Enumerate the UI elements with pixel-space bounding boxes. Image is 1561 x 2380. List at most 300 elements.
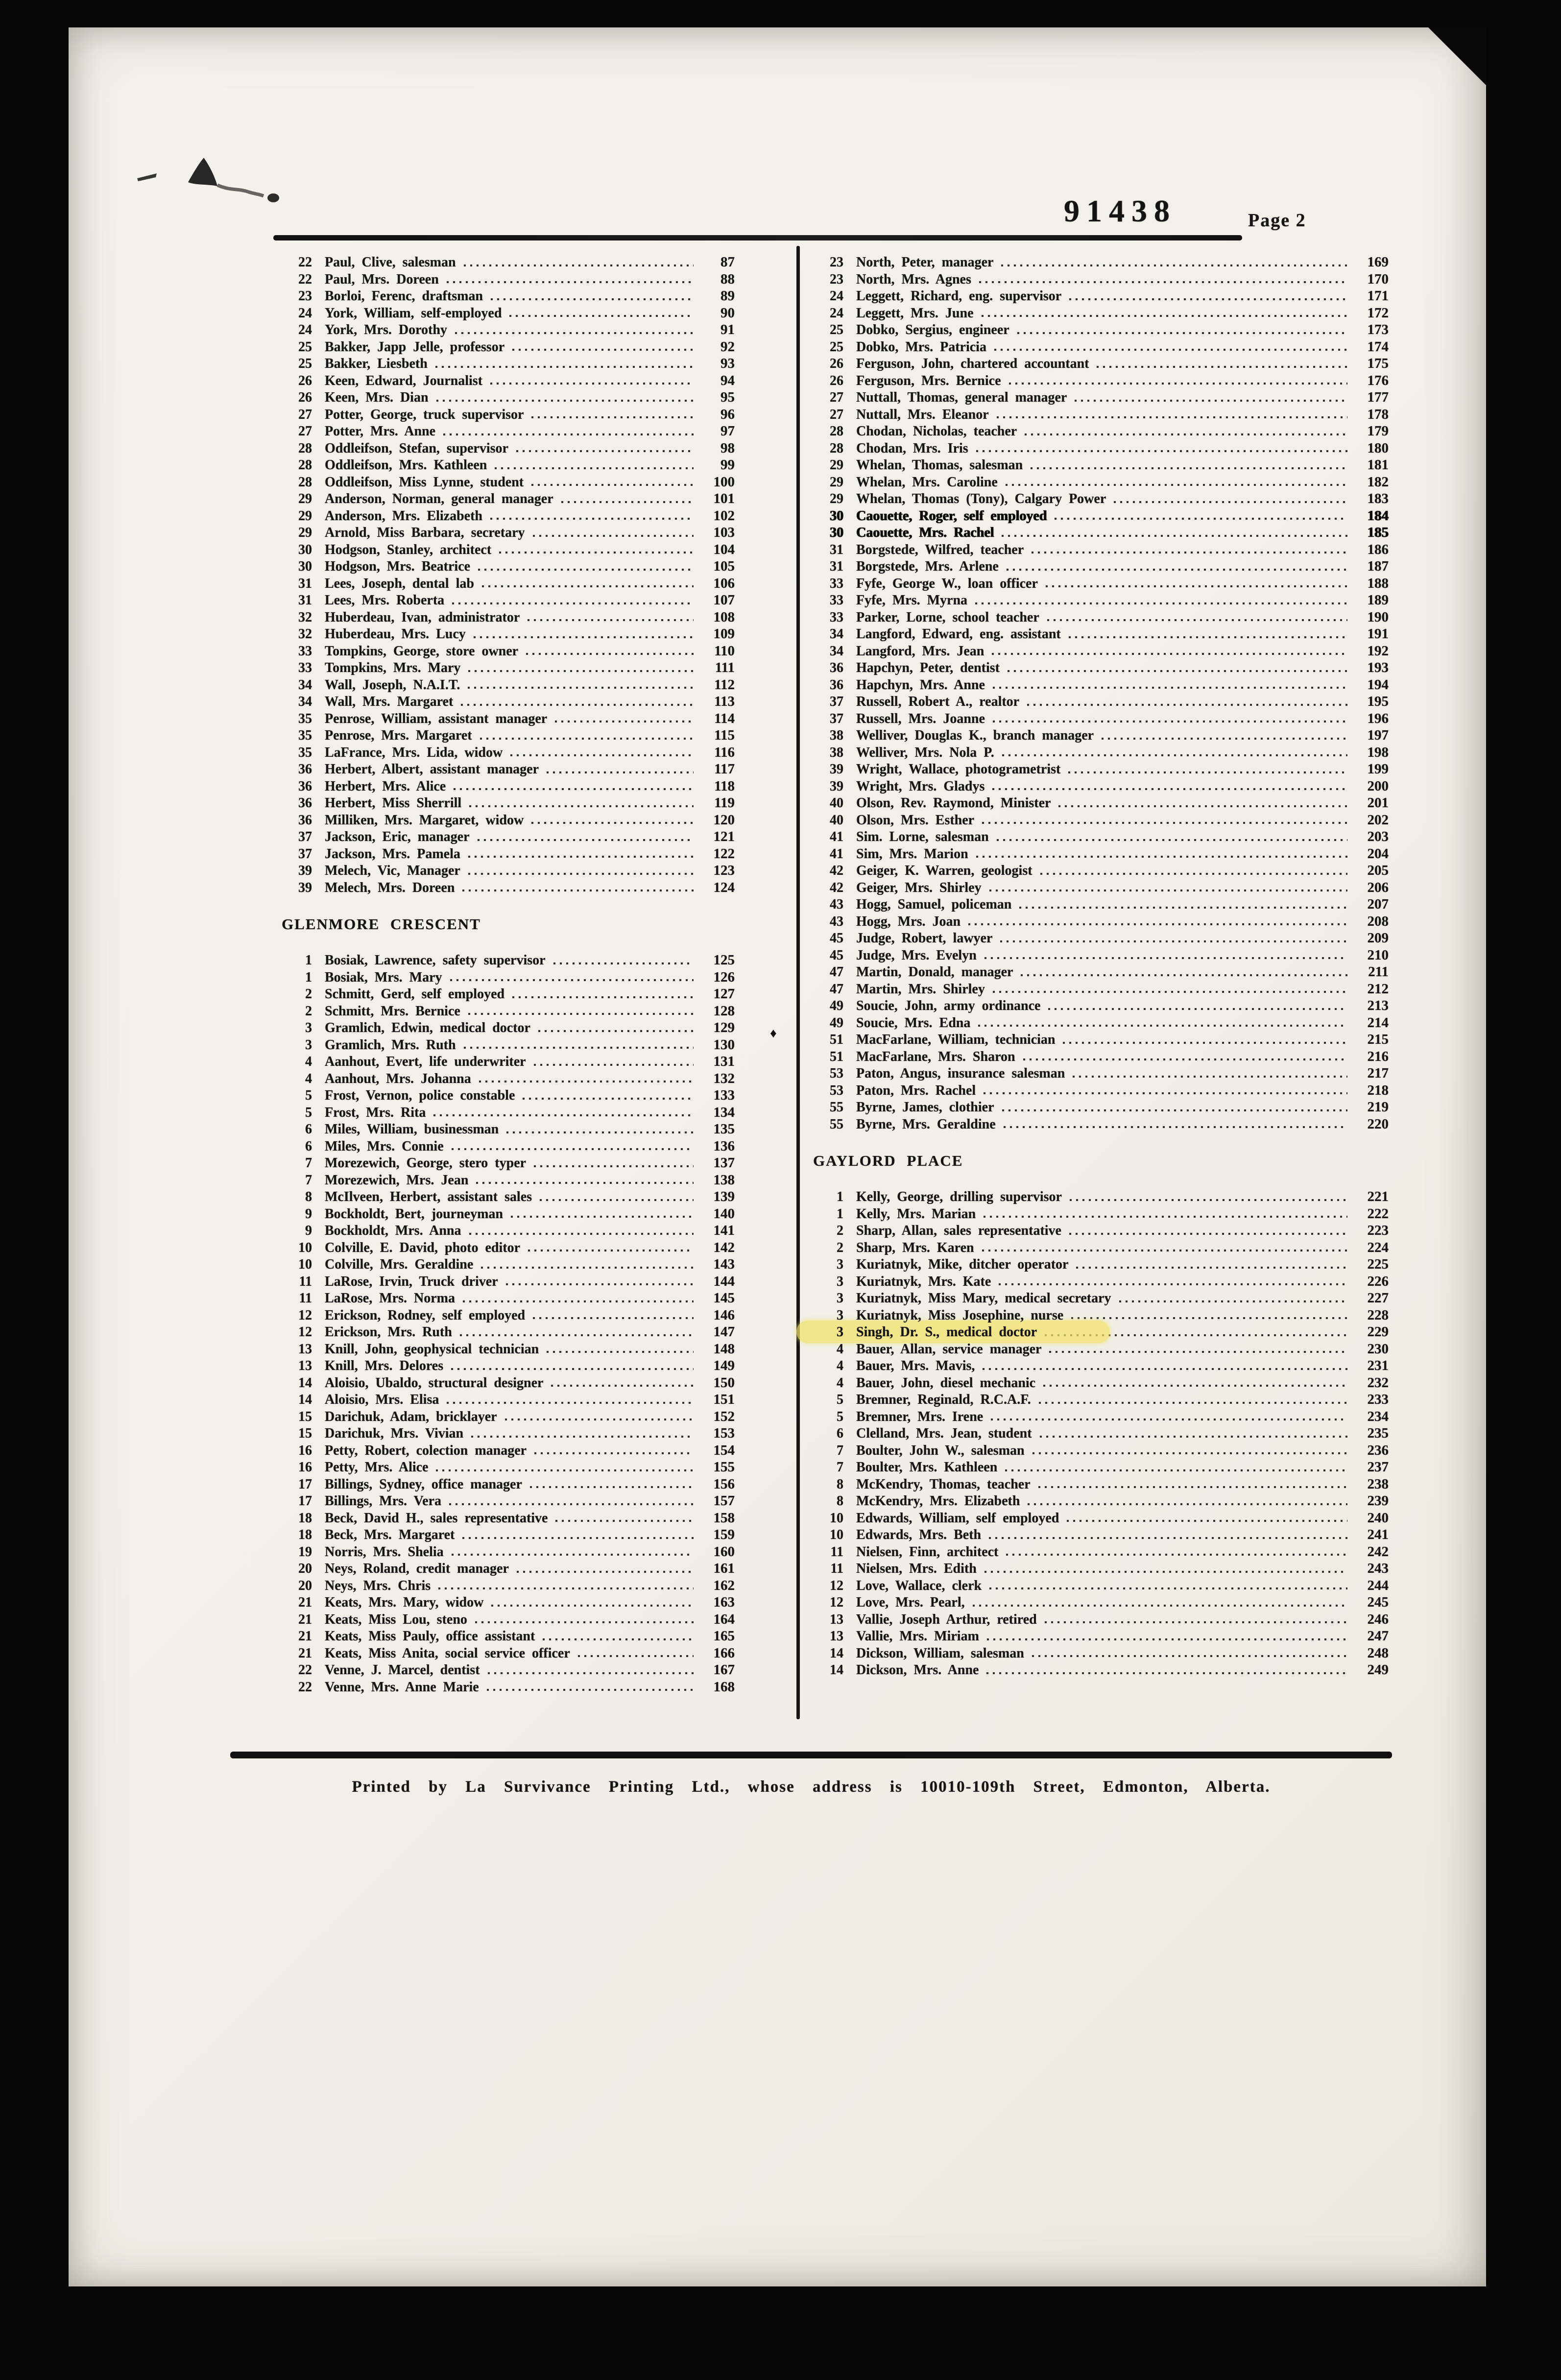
entry-page-number: 209: [1367, 930, 1389, 946]
dot-leader: [1019, 907, 1347, 909]
entry-page-number: 96: [720, 406, 735, 422]
dot-leader: [499, 552, 694, 553]
directory-row: [282, 1543, 735, 1561]
entry-page-number: 116: [714, 744, 735, 760]
entry-name: Kuriatnyk, Mrs. Kate: [856, 1274, 991, 1289]
dot-leader: [495, 467, 694, 469]
dot-leader: [1119, 1300, 1347, 1302]
entry-name: Kuriatnyk, Miss Mary, medical secretary: [856, 1291, 1111, 1306]
entry-page-number: 161: [713, 1561, 735, 1576]
house-number: 7: [837, 1442, 843, 1458]
entry-page-number: 210: [1367, 947, 1389, 963]
entry-name: Arnold, Miss Barbara, secretary: [325, 525, 525, 540]
house-number: 30: [830, 525, 843, 540]
directory-row: [813, 254, 1389, 271]
dot-leader: [1097, 366, 1347, 368]
entry-page-number: 219: [1367, 1099, 1389, 1115]
house-number: 9: [305, 1223, 312, 1238]
dot-leader: [450, 979, 694, 981]
entry-name: Edwards, Mrs. Beth: [856, 1527, 982, 1542]
directory-row: [282, 659, 735, 676]
entry-name: Huberdeau, Ivan, administrator: [325, 609, 520, 625]
entry-name: Whelan, Thomas (Tony), Calgary Power: [856, 491, 1106, 506]
entry-page-number: 127: [713, 986, 735, 1002]
entry-page-number: 105: [713, 558, 735, 574]
house-number: 8: [305, 1189, 312, 1204]
directory-row: [813, 440, 1389, 457]
entry-name: Dickson, William, salesman: [856, 1645, 1024, 1661]
dot-leader: [1045, 1621, 1347, 1623]
entry-page-number: 243: [1367, 1561, 1389, 1576]
entry-page-number: 238: [1367, 1476, 1389, 1492]
house-number: 29: [298, 525, 312, 540]
house-number: 24: [830, 305, 843, 321]
dot-leader: [1005, 1469, 1347, 1471]
dot-leader: [438, 1587, 694, 1589]
house-number: 37: [298, 829, 312, 844]
house-number: 36: [298, 778, 312, 794]
dot-leader: [479, 1081, 694, 1082]
entry-name: Judge, Robert, lawyer: [856, 931, 993, 946]
entry-page-number: 240: [1367, 1510, 1389, 1526]
house-number: 31: [830, 542, 843, 557]
scanner-frame-bottom: [0, 2286, 1561, 2380]
dot-leader: [578, 1655, 694, 1657]
entry-page-number: 163: [713, 1594, 735, 1610]
directory-row: [282, 490, 735, 507]
house-number: 22: [298, 1679, 312, 1695]
entry-page-number: 159: [713, 1527, 735, 1542]
entry-page-number: 94: [720, 372, 735, 388]
dot-leader: [1076, 1267, 1347, 1269]
house-number: 11: [830, 1561, 843, 1576]
entry-page-number: 165: [713, 1628, 735, 1644]
entry-name: Paul, Mrs. Doreen: [325, 271, 439, 287]
house-number: 28: [830, 440, 843, 456]
house-number: 38: [830, 728, 843, 743]
entry-name: Tompkins, Mrs. Mary: [325, 660, 461, 675]
entry-name: Herbert, Miss Sherrill: [325, 795, 462, 811]
directory-row: [813, 761, 1389, 778]
entry-page-number: 175: [1367, 356, 1389, 371]
house-number: 36: [298, 762, 312, 777]
dot-leader: [1028, 1503, 1347, 1505]
entry-page-number: 99: [720, 457, 735, 473]
entry-name: Borgstede, Mrs. Arlene: [856, 559, 999, 574]
dot-leader: [989, 1587, 1347, 1589]
entry-name: North, Mrs. Agnes: [856, 271, 971, 287]
entry-page-number: 187: [1367, 558, 1389, 574]
directory-row: [813, 1273, 1389, 1290]
entry-name: Borgstede, Wilfred, teacher: [856, 542, 1024, 557]
directory-row: [813, 1205, 1389, 1223]
dot-leader: [512, 996, 694, 998]
house-number: 5: [305, 1105, 312, 1120]
house-number: 55: [830, 1100, 843, 1115]
entry-page-number: 156: [713, 1476, 735, 1492]
directory-row: [813, 541, 1389, 558]
house-number: 51: [830, 1049, 843, 1064]
dot-leader: [976, 856, 1347, 858]
entry-name: Potter, George, truck supervisor: [325, 407, 524, 422]
dot-leader: [1032, 552, 1347, 553]
directory-row: [813, 1577, 1389, 1594]
house-number: 1: [305, 953, 312, 968]
entry-name: Anderson, Mrs. Elizabeth: [325, 508, 482, 524]
house-number: 33: [830, 593, 843, 608]
dot-leader: [476, 1182, 694, 1184]
entry-name: Nielsen, Finn, architect: [856, 1544, 999, 1560]
entry-page-number: 110: [714, 643, 735, 659]
entry-name: Oddleifson, Miss Lynne, student: [325, 474, 524, 490]
house-number: 25: [298, 356, 312, 371]
house-number: 33: [298, 643, 312, 659]
entry-page-number: 214: [1367, 1014, 1389, 1031]
dot-leader: [1039, 1402, 1347, 1404]
serial-number: 91438: [1064, 193, 1177, 228]
entry-name: Whelan, Thomas, salesman: [856, 457, 1023, 473]
entry-name: Nuttall, Thomas, general manager: [856, 390, 1067, 405]
directory-row: [282, 1205, 735, 1223]
dot-leader: [994, 349, 1347, 351]
dot-leader: [531, 416, 694, 418]
entry-name: Nielsen, Mrs. Edith: [856, 1561, 977, 1576]
dot-leader: [452, 1554, 694, 1556]
directory-row: [282, 1256, 735, 1273]
entry-page-number: 181: [1367, 457, 1389, 473]
directory-row: [813, 1048, 1389, 1065]
directory-row: [282, 254, 735, 271]
entry-name: Hodgson, Stanley, architect: [325, 542, 492, 557]
house-number: 36: [830, 677, 843, 693]
entry-page-number: 128: [713, 1003, 735, 1019]
directory-row: [813, 575, 1389, 592]
entry-name: Lees, Joseph, dental lab: [325, 576, 474, 591]
entry-name: Bremner, Mrs. Irene: [856, 1409, 984, 1424]
dot-leader: [528, 1250, 694, 1251]
directory-row: [282, 1611, 735, 1628]
dot-leader: [474, 636, 694, 638]
entry-name: Russell, Robert A., realtor: [856, 694, 1020, 709]
house-number: 45: [830, 931, 843, 946]
dot-leader: [1069, 298, 1347, 300]
dot-leader: [993, 721, 1347, 722]
entry-name: Schmitt, Mrs. Bernice: [325, 1003, 460, 1019]
house-number: 39: [830, 762, 843, 777]
directory-row: [282, 609, 735, 626]
entry-name: Caouette, Mrs. Rachel: [856, 525, 994, 540]
dot-leader: [469, 805, 694, 807]
directory-row: [282, 1003, 735, 1020]
directory-row: [813, 643, 1389, 660]
entry-page-number: 168: [713, 1679, 735, 1695]
dot-leader: [461, 704, 694, 706]
directory-row: [282, 1408, 735, 1425]
house-number: 3: [305, 1037, 312, 1053]
dot-leader: [1075, 400, 1347, 402]
dot-leader: [447, 1402, 694, 1404]
entry-page-number: 102: [713, 507, 735, 524]
house-number: 23: [830, 271, 843, 287]
entry-page-number: 109: [713, 626, 735, 642]
house-number: 14: [298, 1375, 312, 1391]
directory-row: [282, 1560, 735, 1577]
dot-leader: [1040, 873, 1347, 875]
entry-name: Lees, Mrs. Roberta: [325, 593, 445, 608]
house-number: 28: [298, 440, 312, 456]
directory-row: [813, 659, 1389, 676]
dot-leader: [1040, 1436, 1347, 1438]
house-number: 3: [837, 1291, 843, 1306]
directory-row: [282, 828, 735, 845]
house-number: 12: [298, 1307, 312, 1323]
dot-leader: [1008, 670, 1347, 672]
house-number: 4: [837, 1358, 843, 1373]
directory-row: [813, 1543, 1389, 1561]
entry-name: McIlveen, Herbert, assistant sales: [325, 1189, 532, 1204]
house-number: 37: [830, 711, 843, 726]
directory-row: [282, 355, 735, 372]
dot-leader: [1033, 1452, 1347, 1454]
house-number: 5: [305, 1088, 312, 1103]
entry-page-number: 149: [713, 1358, 735, 1373]
entry-name: Dickson, Mrs. Anne: [856, 1662, 979, 1678]
entry-page-number: 130: [713, 1036, 735, 1053]
entry-name: Keats, Miss Anita, social service officer: [325, 1645, 570, 1661]
house-number: 29: [298, 491, 312, 506]
directory-row: [813, 1065, 1389, 1082]
directory-row: [813, 1492, 1389, 1510]
entry-page-number: 212: [1367, 981, 1389, 997]
entry-name: Beck, Mrs. Margaret: [325, 1527, 455, 1542]
entry-page-number: 148: [713, 1341, 735, 1357]
dot-leader: [1046, 585, 1347, 587]
dot-leader: [1006, 484, 1347, 486]
directory-row: [282, 1087, 735, 1104]
dot-leader: [968, 923, 1347, 925]
entry-name: Oddleifson, Mrs. Kathleen: [325, 457, 487, 473]
entry-name: Schmitt, Gerd, self employed: [325, 986, 505, 1002]
entry-name: Paton, Mrs. Rachel: [856, 1082, 976, 1098]
house-number: 29: [830, 457, 843, 473]
directory-row: [282, 761, 735, 778]
dot-leader: [487, 1689, 694, 1691]
dot-leader: [1069, 636, 1347, 638]
entry-page-number: 199: [1367, 761, 1389, 777]
directory-row: [282, 1459, 735, 1476]
directory-row: [813, 524, 1389, 541]
dot-leader: [997, 839, 1347, 841]
house-number: 3: [837, 1324, 843, 1340]
house-number: 31: [830, 559, 843, 574]
directory-row: [813, 1341, 1389, 1358]
entry-name: Aanhout, Evert, life underwriter: [325, 1054, 526, 1069]
directory-row: [813, 930, 1389, 947]
directory-row: [282, 879, 735, 896]
entry-page-number: 167: [713, 1662, 735, 1678]
house-number: 34: [830, 643, 843, 659]
dot-leader: [973, 1605, 1347, 1607]
entry-name: Herbert, Mrs. Alice: [325, 778, 446, 794]
entry-name: Herbert, Albert, assistant manager: [325, 762, 539, 777]
entry-page-number: 179: [1367, 423, 1389, 439]
house-number: 34: [830, 626, 843, 642]
entry-page-number: 87: [720, 254, 735, 270]
dot-leader: [1002, 1109, 1348, 1111]
entry-name: Leggett, Richard, eng. supervisor: [856, 288, 1062, 304]
dot-leader: [992, 788, 1347, 790]
directory-row: [813, 288, 1389, 305]
directory-row: [813, 321, 1389, 338]
entry-page-number: 151: [713, 1392, 735, 1407]
entry-name: Neys, Mrs. Chris: [325, 1578, 431, 1593]
directory-row: [282, 338, 735, 356]
dot-leader: [547, 771, 694, 773]
directory-row: [813, 1459, 1389, 1476]
directory-row: [282, 372, 735, 389]
directory-row: [813, 676, 1389, 694]
house-number: 1: [837, 1189, 843, 1204]
entry-name: McKendry, Mrs. Elizabeth: [856, 1493, 1020, 1509]
dot-leader: [534, 1064, 694, 1066]
entry-page-number: 188: [1367, 575, 1389, 591]
entry-name: Olson, Mrs. Esther: [856, 812, 975, 828]
dot-leader: [491, 1605, 694, 1607]
dot-leader: [978, 1025, 1347, 1027]
entry-page-number: 204: [1367, 845, 1389, 862]
directory-row: [813, 389, 1389, 406]
directory-row: [282, 305, 735, 322]
directory-row: [813, 1099, 1389, 1116]
entry-page-number: 134: [713, 1104, 735, 1120]
directory-row: [813, 1374, 1389, 1392]
entry-name: Byrne, Mrs. Geraldine: [856, 1116, 996, 1132]
directory-row: [282, 1628, 735, 1645]
house-number: 24: [830, 288, 843, 304]
entry-name: Bockholdt, Bert, journeyman: [325, 1206, 503, 1222]
directory-column-right: [813, 254, 1389, 1679]
directory-row: [282, 1425, 735, 1442]
entry-name: Parker, Lorne, school teacher: [856, 609, 1039, 625]
dot-leader: [1070, 1199, 1347, 1201]
entry-name: Gramlich, Edwin, medical doctor: [325, 1020, 530, 1035]
directory-row: [282, 1341, 735, 1358]
dot-leader: [1055, 518, 1347, 520]
entry-name: Olson, Rev. Raymond, Minister: [856, 795, 1051, 811]
dot-leader: [464, 264, 694, 266]
dot-leader: [443, 433, 694, 435]
dot-leader: [992, 653, 1347, 655]
dot-leader: [454, 788, 694, 790]
directory-row: [282, 389, 735, 406]
entry-page-number: 132: [713, 1070, 735, 1086]
dot-leader: [985, 957, 1347, 959]
house-number: 16: [298, 1460, 312, 1475]
dot-leader: [506, 1131, 694, 1133]
house-number: 25: [298, 339, 312, 355]
entry-name: Edwards, William, self employed: [856, 1510, 1059, 1526]
entry-page-number: 245: [1367, 1594, 1389, 1610]
entry-page-number: 139: [713, 1189, 735, 1204]
dot-leader: [1069, 1233, 1347, 1235]
house-number: 7: [305, 1155, 312, 1171]
dot-leader: [540, 1199, 694, 1201]
entry-name: North, Peter, manager: [856, 255, 994, 270]
dot-leader: [482, 585, 694, 587]
entry-name: Borloi, Ferenc, draftsman: [325, 288, 483, 304]
entry-name: Petty, Mrs. Alice: [325, 1460, 429, 1475]
directory-row: [282, 1070, 735, 1087]
house-number: 29: [830, 491, 843, 506]
directory-row: [282, 1442, 735, 1459]
entry-page-number: 216: [1367, 1048, 1389, 1064]
entry-name: Tompkins, George, store owner: [325, 643, 519, 659]
house-number: 1: [305, 969, 312, 985]
house-number: 28: [298, 457, 312, 473]
house-number: 17: [298, 1476, 312, 1492]
dot-leader: [478, 839, 694, 841]
entry-page-number: 126: [713, 969, 735, 985]
entry-page-number: 193: [1367, 660, 1389, 675]
entry-name: Neys, Roland, credit manager: [325, 1561, 509, 1576]
entry-name: Hogg, Mrs. Joan: [856, 914, 961, 929]
house-number: 31: [298, 576, 312, 591]
entry-name: Keen, Edward, Journalist: [325, 373, 483, 388]
house-number: 22: [298, 1662, 312, 1678]
entry-page-number: 235: [1367, 1425, 1389, 1441]
house-number: 6: [305, 1138, 312, 1154]
dot-leader: [1006, 1554, 1347, 1556]
entry-page-number: 171: [1367, 288, 1389, 304]
directory-column-left: [282, 254, 735, 1695]
dot-leader: [1049, 1351, 1347, 1353]
house-number: 6: [837, 1426, 843, 1441]
entry-name: Bosiak, Lawrence, safety supervisor: [325, 953, 546, 968]
entry-page-number: 155: [713, 1459, 735, 1475]
entry-page-number: 162: [713, 1577, 735, 1593]
house-number: 14: [830, 1645, 843, 1661]
dot-leader: [1038, 1486, 1347, 1488]
entry-page-number: 207: [1367, 896, 1389, 912]
directory-row: [813, 845, 1389, 863]
directory-row: [813, 609, 1389, 626]
entry-name: Wright, Wallace, photogrametrist: [856, 762, 1061, 777]
entry-name: Keats, Miss Pauly, office assistant: [325, 1629, 535, 1644]
directory-row: [813, 1560, 1389, 1577]
entry-page-number: 225: [1367, 1256, 1389, 1272]
entry-name: Morezewich, Mrs. Jean: [325, 1172, 469, 1188]
entry-page-number: 173: [1367, 322, 1389, 337]
entry-name: Darichuk, Mrs. Vivian: [325, 1426, 464, 1441]
dot-leader: [468, 873, 694, 875]
dot-leader: [975, 602, 1347, 604]
dot-leader: [989, 889, 1347, 891]
dot-leader: [985, 1571, 1347, 1573]
dot-leader: [1071, 1317, 1347, 1319]
directory-row: [282, 1273, 735, 1290]
directory-row: [282, 524, 735, 541]
entry-page-number: 222: [1367, 1205, 1389, 1222]
entry-name: LaFrance, Mrs. Lida, widow: [325, 745, 503, 760]
dot-leader: [982, 1250, 1347, 1251]
dot-leader: [490, 518, 694, 520]
directory-row: [282, 1154, 735, 1172]
house-number: 32: [298, 609, 312, 625]
entry-page-number: 198: [1367, 744, 1389, 760]
house-number: 51: [830, 1032, 843, 1047]
house-number: 45: [830, 947, 843, 963]
house-number: 3: [837, 1257, 843, 1272]
